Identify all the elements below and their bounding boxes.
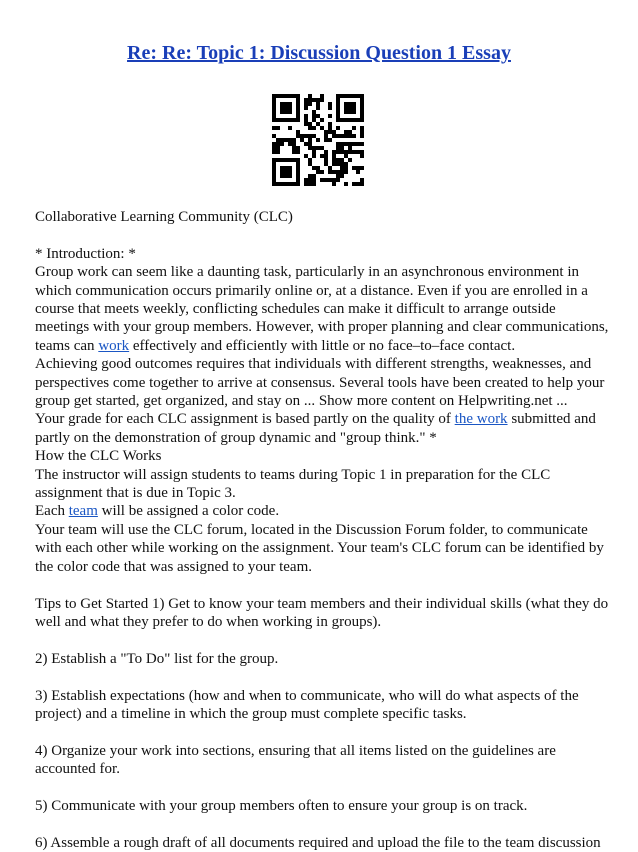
qr-module: [344, 154, 348, 158]
qr-module: [332, 150, 336, 154]
qr-module: [320, 118, 324, 122]
qr-module: [284, 138, 288, 142]
qr-module: [308, 102, 312, 106]
qr-module: [312, 114, 316, 118]
qr-module: [296, 102, 300, 106]
qr-module: [336, 98, 340, 102]
qr-module: [292, 158, 296, 162]
qr-module: [320, 170, 324, 174]
qr-module: [352, 126, 356, 130]
qr-module: [344, 150, 348, 154]
qr-module: [284, 118, 288, 122]
qr-module: [296, 170, 300, 174]
qr-module: [312, 134, 316, 138]
qr-module: [328, 122, 332, 126]
qr-module: [348, 146, 352, 150]
qr-module: [340, 146, 344, 150]
qr-module: [304, 118, 308, 122]
qr-module: [340, 166, 344, 170]
qr-module: [332, 182, 336, 186]
qr-module: [336, 114, 340, 118]
qr-module: [280, 174, 284, 178]
qr-module: [312, 166, 316, 170]
qr-module: [356, 118, 360, 122]
qr-module: [344, 102, 348, 106]
qr-module: [304, 134, 308, 138]
team-link[interactable]: team: [68, 503, 98, 520]
tip-1: Tips to Get Started 1) Get to know your team members and their individual skills (what they do well and what they prefer to do when working in groups).: [35, 595, 609, 630]
qr-module: [296, 110, 300, 114]
qr-module: [356, 142, 360, 146]
qr-module: [348, 102, 352, 106]
qr-module: [344, 162, 348, 166]
qr-module: [284, 94, 288, 98]
qr-module: [348, 106, 352, 110]
qr-module: [288, 170, 292, 174]
qr-module: [308, 178, 312, 182]
qr-module: [296, 166, 300, 170]
qr-module: [304, 106, 308, 110]
qr-module: [324, 134, 328, 138]
qr-module: [280, 110, 284, 114]
qr-module: [360, 130, 364, 134]
the-work-link[interactable]: the work: [454, 411, 508, 428]
qr-module: [272, 106, 276, 110]
qr-module: [304, 142, 308, 146]
qr-module: [344, 170, 348, 174]
qr-module: [288, 94, 292, 98]
qr-module: [340, 174, 344, 178]
qr-module: [348, 142, 352, 146]
qr-module: [280, 94, 284, 98]
qr-module: [308, 98, 312, 102]
qr-module: [336, 170, 340, 174]
qr-module: [292, 118, 296, 122]
qr-module: [360, 134, 364, 138]
qr-module: [316, 114, 320, 118]
tip-6: 6) Assemble a rough draft of all documents required and upload the file to the team discussion: [35, 834, 601, 851]
tip-2: 2) Establish a "To Do" list for the group.: [35, 650, 279, 667]
qr-module: [272, 126, 276, 130]
qr-module: [324, 158, 328, 162]
qr-module: [320, 178, 324, 182]
qr-module: [280, 106, 284, 110]
qr-module: [304, 154, 308, 158]
qr-module: [316, 146, 320, 150]
paragraph-3-text-b: submitted and partly on the demonstration of group dynamic and "group think." *: [35, 411, 596, 446]
qr-module: [348, 134, 352, 138]
qr-module: [340, 118, 344, 122]
paragraph-1: [35, 263, 610, 355]
qr-module: [272, 94, 276, 98]
qr-module: [316, 106, 320, 110]
qr-module: [304, 102, 308, 106]
qr-module: [312, 98, 316, 102]
qr-module: [348, 158, 352, 162]
qr-module: [288, 174, 292, 178]
qr-module: [324, 150, 328, 154]
qr-module: [344, 110, 348, 114]
qr-module: [356, 94, 360, 98]
qr-module: [312, 110, 316, 114]
qr-module: [360, 94, 364, 98]
qr-module: [272, 114, 276, 118]
qr-module: [324, 154, 328, 158]
work-link[interactable]: work: [98, 337, 130, 354]
qr-module: [360, 110, 364, 114]
qr-module: [288, 110, 292, 114]
qr-module: [296, 162, 300, 166]
qr-module: [280, 182, 284, 186]
qr-module: [272, 146, 276, 150]
qr-module: [288, 106, 292, 110]
qr-module: [280, 118, 284, 122]
qr-module: [340, 162, 344, 166]
qr-module: [296, 118, 300, 122]
qr-module: [272, 158, 276, 162]
qr-module: [304, 122, 308, 126]
qr-module: [328, 126, 332, 130]
qr-module: [284, 102, 288, 106]
qr-module: [360, 166, 364, 170]
qr-module: [280, 102, 284, 106]
qr-module: [276, 158, 280, 162]
qr-module: [296, 146, 300, 150]
qr-module: [308, 94, 312, 98]
qr-module: [296, 178, 300, 182]
qr-module: [312, 178, 316, 182]
qr-module: [308, 182, 312, 186]
qr-module: [308, 122, 312, 126]
qr-module: [312, 118, 316, 122]
qr-module: [308, 138, 312, 142]
qr-module: [292, 138, 296, 142]
qr-module: [360, 178, 364, 182]
qr-module: [276, 182, 280, 186]
qr-module: [288, 102, 292, 106]
qr-module: [344, 182, 348, 186]
qr-module: [344, 94, 348, 98]
paragraph-1-text-a: Group work can seem like a daunting task, particularly in an asynchronous environment in which communication occurs primarily online or, at a distance. Even if you are enrolled in a course that meets weekly, conflicting schedules can make it difficult to arrange outside meetings with your group members. However, with proper planning and clear communications, teams can: [35, 264, 609, 354]
qr-module: [336, 158, 340, 162]
paragraph-1-text-b: effectively and efficiently with little or no face–to–face contact.: [129, 337, 516, 354]
qr-module: [336, 134, 340, 138]
qr-module: [272, 166, 276, 170]
qr-module: [348, 130, 352, 134]
qr-module: [340, 158, 344, 162]
qr-module: [280, 158, 284, 162]
qr-module: [332, 154, 336, 158]
paragraph-5: [35, 502, 610, 520]
qr-module: [348, 118, 352, 122]
qr-module: [280, 142, 284, 146]
qr-module: [356, 150, 360, 154]
qr-module: [336, 118, 340, 122]
qr-module: [296, 158, 300, 162]
qr-module: [272, 170, 276, 174]
qr-module: [344, 130, 348, 134]
qr-module: [352, 118, 356, 122]
qr-module: [276, 126, 280, 130]
qr-module: [276, 142, 280, 146]
qr-module: [308, 134, 312, 138]
qr-module: [320, 126, 324, 130]
qr-module: [360, 118, 364, 122]
qr-module: [272, 162, 276, 166]
qr-module: [328, 166, 332, 170]
qr-module: [340, 142, 344, 146]
qr-module: [300, 134, 304, 138]
qr-module: [312, 154, 316, 158]
qr-module: [316, 102, 320, 106]
qr-module: [320, 94, 324, 98]
essay-body: [35, 208, 610, 852]
qr-module: [308, 162, 312, 166]
qr-module: [352, 134, 356, 138]
qr-module: [304, 178, 308, 182]
qr-module: [272, 174, 276, 178]
qr-module: [272, 118, 276, 122]
qr-module: [360, 142, 364, 146]
qr-module: [360, 114, 364, 118]
qr-module: [288, 142, 292, 146]
paragraph-3-text-a: Your grade for each CLC assignment is based partly on the quality of: [35, 411, 455, 428]
paragraph-2: Achieving good outcomes requires that individuals with different strengths, weaknesses, and perspectives come together to arrive at consensus. Several tools have been created to help your group get started, get organized, and stay on ... Show more content on Helpwriting.net ...: [35, 356, 605, 410]
qr-module: [360, 182, 364, 186]
qr-module: [324, 138, 328, 142]
qr-module: [280, 138, 284, 142]
qr-module: [272, 134, 276, 138]
qr-module: [324, 162, 328, 166]
qr-module: [292, 150, 296, 154]
qr-module: [272, 150, 276, 154]
qr-module: [316, 98, 320, 102]
paragraph-6: Your team will use the CLC forum, located in the Discussion Forum folder, to communicate with each other while working on the assignment. Your team's CLC forum can be identified by the color code that was assigned to your team.: [35, 521, 604, 575]
qr-module: [308, 146, 312, 150]
qr-module: [292, 94, 296, 98]
qr-module: [328, 170, 332, 174]
qr-module: [288, 182, 292, 186]
qr-module: [320, 98, 324, 102]
how-heading: How the CLC Works: [35, 448, 162, 465]
tip-5: 5) Communicate with your group members often to ensure your group is on track.: [35, 797, 528, 814]
qr-module: [308, 174, 312, 178]
qr-module: [292, 142, 296, 146]
qr-module: [288, 126, 292, 130]
qr-module: [272, 182, 276, 186]
qr-module: [356, 166, 360, 170]
qr-module: [280, 170, 284, 174]
qr-module: [272, 102, 276, 106]
qr-module: [296, 106, 300, 110]
qr-module: [332, 178, 336, 182]
qr-module: [276, 138, 280, 142]
qr-module: [328, 114, 332, 118]
qr-module: [304, 98, 308, 102]
qr-module: [296, 114, 300, 118]
qr-module: [288, 158, 292, 162]
qr-module: [276, 146, 280, 150]
qr-module: [336, 126, 340, 130]
qr-module: [356, 182, 360, 186]
qr-module: [312, 182, 316, 186]
qr-module: [352, 106, 356, 110]
qr-module: [292, 146, 296, 150]
qr-module: [328, 130, 332, 134]
qr-module: [340, 170, 344, 174]
qr-module: [320, 154, 324, 158]
qr-module: [288, 118, 292, 122]
qr-module: [284, 158, 288, 162]
qr-module: [296, 98, 300, 102]
qr-module: [336, 142, 340, 146]
qr-module: [280, 166, 284, 170]
qr-module: [296, 94, 300, 98]
qr-module: [352, 102, 356, 106]
qr-module: [304, 182, 308, 186]
qr-module: [336, 178, 340, 182]
qr-module: [272, 98, 276, 102]
qr-module: [340, 134, 344, 138]
qr-module: [336, 110, 340, 114]
qr-module: [308, 142, 312, 146]
page-title[interactable]: Re: Re: Topic 1: Discussion Question 1 Essay: [127, 42, 511, 64]
qr-module: [348, 150, 352, 154]
qr-module: [352, 94, 356, 98]
intro-label: * Introduction: *: [35, 245, 136, 262]
qr-module: [344, 106, 348, 110]
qr-module: [284, 182, 288, 186]
qr-module: [272, 110, 276, 114]
section-heading: Collaborative Learning Community (CLC): [35, 209, 293, 225]
paragraph-3: [35, 410, 610, 447]
qr-module: [296, 150, 300, 154]
qr-module: [284, 110, 288, 114]
qr-module: [356, 170, 360, 174]
qr-module: [296, 174, 300, 178]
qr-module: [308, 126, 312, 130]
qr-module: [316, 170, 320, 174]
qr-module: [324, 178, 328, 182]
qr-module: [360, 102, 364, 106]
qr-module: [340, 150, 344, 154]
qr-module: [352, 182, 356, 186]
qr-module: [276, 118, 280, 122]
qr-module: [344, 134, 348, 138]
qr-module: [344, 118, 348, 122]
qr-module: [344, 166, 348, 170]
qr-module: [328, 102, 332, 106]
qr-module: [332, 130, 336, 134]
qr-module: [316, 138, 320, 142]
qr-module: [312, 150, 316, 154]
qr-module: [296, 182, 300, 186]
qr-module: [352, 110, 356, 114]
qr-module: [312, 146, 316, 150]
qr-module: [332, 134, 336, 138]
qr-module: [316, 122, 320, 126]
tip-3: 3) Establish expectations (how and when to communicate, who will do what aspects of the project) and a timeline in which the group must complete specific tasks.: [35, 687, 579, 722]
qr-module: [288, 138, 292, 142]
qr-module: [284, 174, 288, 178]
qr-module: [336, 162, 340, 166]
paragraph-4: The instructor will assign students to teams during Topic 1 in preparation for the CLC assignment that is due in Topic 3.: [35, 466, 551, 502]
qr-module: [272, 178, 276, 182]
qr-code: [272, 94, 364, 186]
qr-module: [336, 174, 340, 178]
qr-module: [300, 138, 304, 142]
tip-4: 4) Organize your work into sections, ensuring that all items listed on the guidelines are accounted for.: [35, 742, 556, 778]
qr-module: [344, 142, 348, 146]
qr-module: [336, 102, 340, 106]
paragraph-5-text-b: will be assigned a color code.: [97, 503, 280, 520]
qr-module: [352, 142, 356, 146]
qr-module: [272, 142, 276, 146]
qr-module: [332, 162, 336, 166]
qr-module: [336, 94, 340, 98]
qr-module: [360, 126, 364, 130]
qr-module: [332, 170, 336, 174]
qr-module: [328, 178, 332, 182]
qr-module: [320, 146, 324, 150]
qr-module: [328, 106, 332, 110]
qr-module: [340, 94, 344, 98]
qr-module: [360, 150, 364, 154]
qr-module: [348, 110, 352, 114]
paragraph-5-text-a: Each: [35, 503, 69, 520]
qr-module: [336, 150, 340, 154]
qr-module: [352, 166, 356, 170]
qr-module: [312, 174, 316, 178]
qr-module: [304, 114, 308, 118]
qr-module: [312, 126, 316, 130]
qr-module: [360, 154, 364, 158]
qr-module: [316, 166, 320, 170]
qr-module: [284, 106, 288, 110]
qr-module: [296, 130, 300, 134]
qr-module: [284, 170, 288, 174]
qr-module: [348, 94, 352, 98]
qr-module: [296, 134, 300, 138]
qr-module: [288, 166, 292, 170]
qr-module: [336, 106, 340, 110]
qr-module: [308, 158, 312, 162]
qr-module: [360, 106, 364, 110]
qr-module: [336, 146, 340, 150]
qr-module: [292, 182, 296, 186]
qr-module: [284, 166, 288, 170]
qr-module: [332, 158, 336, 162]
qr-module: [276, 150, 280, 154]
qr-module: [276, 94, 280, 98]
qr-module: [360, 98, 364, 102]
qr-module: [324, 130, 328, 134]
qr-module: [328, 138, 332, 142]
qr-module: [352, 150, 356, 154]
